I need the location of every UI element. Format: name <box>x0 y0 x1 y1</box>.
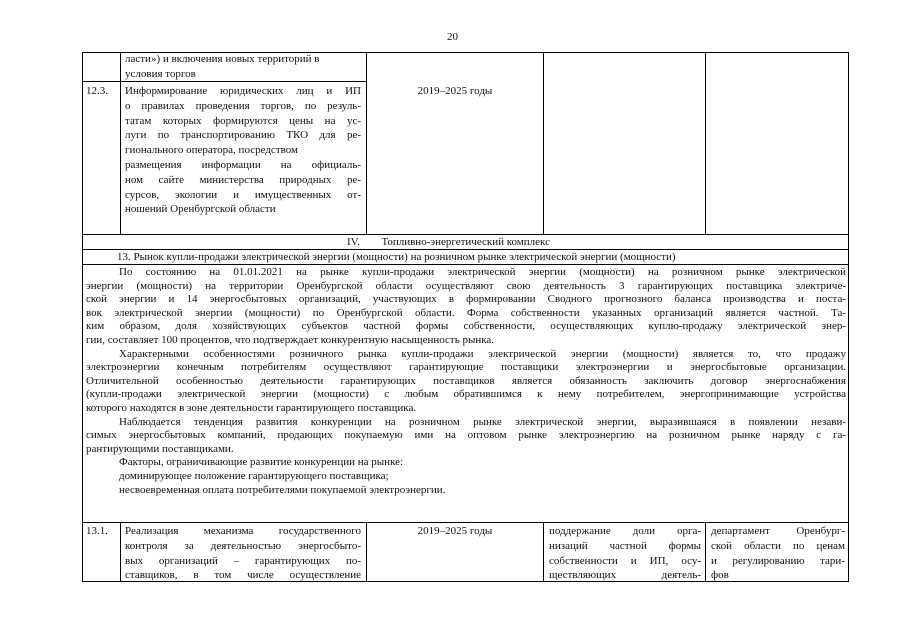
col-divider <box>543 52 544 234</box>
row-divider <box>82 522 849 523</box>
col-divider <box>366 52 367 234</box>
period: 2019–2025 годы <box>417 525 493 537</box>
col-divider <box>120 522 121 582</box>
expected-result: поддержание доли орга- низаций частной формы собственности и ИП, осу- ществляющих деятель- <box>549 525 701 582</box>
table-border-left <box>82 52 83 582</box>
narrative-text: По состоянию на 01.01.2021 на рынке купли-продажи электрической энергии (мощности) на розничном рынке электрической энергии (мощности) на территории Оренбургской области осуществляют свою деятельность 3 гарантирующих поставщика электриче- ской энергии и 14 энергосбытовых организаций, участвующих в формировании Сводного прогнозного баланса производства и поста- вок электрической энергии (мощности) по Оренбургской области. Форма собственности указанных организаций является частной. Та- ким образом, доля хозяйствующих субъектов частной формы собственности, осуществляющих куплю-продажу электрической энер- гии, составляет 100 процентов, что подтверждает конкурентную насыщенность рынка. Характерными особенностями розничного рынка купли-продажи электрической энергии (мощности) является то, что продажу электроэнергии конечным потребителям осуществляют гарантирующие поставщики электроэнергии и энергосбытовые организации. Отличительной особенностью деятельности гарантирующих поставщиков является обязанность заключить договор энергоснабжения (купли-продажи электрической энергии (мощности) с любым обратившимся к нему потребителем, энергопринимающие устройства которого находятся в зоне деятельности гарантирующего поставщика. Наблюдается тенденция развития конкуренции на розничном рынке электрической энергии, выразившаяся в появлении незави- симых энергосбытовых компаний, продающих покупаемую ими на оптовом рынке электроэнергию на розничном рынке наряду с га- рантирующими поставщиками. Факторы, ограничивающие развитие конкуренции на рынке: доминирующее положение гарантирующего поставщика; несвоевременная оплата потребителями покупаемой электроэнергии. <box>86 266 846 496</box>
col-divider <box>543 522 544 582</box>
row-number: 13.1. <box>86 525 108 537</box>
section-title: Топливно-энергетический комплекс <box>381 236 550 248</box>
col-divider <box>120 52 121 234</box>
responsible-body: департамент Оренбург- ской области по ценам и регулированию тари- фов <box>711 525 845 582</box>
measures-table <box>82 52 849 582</box>
subsection-title: 13. Рынок купли-продажи электрической энергии (мощности) на розничном рынке электрической энергии (мощности) <box>117 251 676 263</box>
col-divider <box>705 522 706 582</box>
section-header <box>347 235 747 250</box>
section-roman: IV. <box>347 236 360 248</box>
page-number: 20 <box>447 31 458 43</box>
table-border-right <box>848 52 849 582</box>
measure-text: Информирование юридических лиц и ИП о правилах проведения торгов, по резуль- татам которых формируются цены на ус- луги по транспортированию ТКО для ре- гионального оператора, посредством размещения информации на официаль- ном сайте министерства природных ре- сурсов, экологии и имущественных от- ношений Оренбургской области <box>125 85 361 216</box>
continued-measure-text: ласти») и включения новых территорий в условия торгов <box>125 53 320 80</box>
period: 2019–2025 годы <box>417 85 493 97</box>
row-number: 12.3. <box>86 85 108 97</box>
measure-text: Реализация механизма государственного контроля за деятельностью энергосбыто- вых организаций – гарантирующих по- ставщиков, в том числе осуществление <box>125 525 361 582</box>
col-divider <box>705 52 706 234</box>
